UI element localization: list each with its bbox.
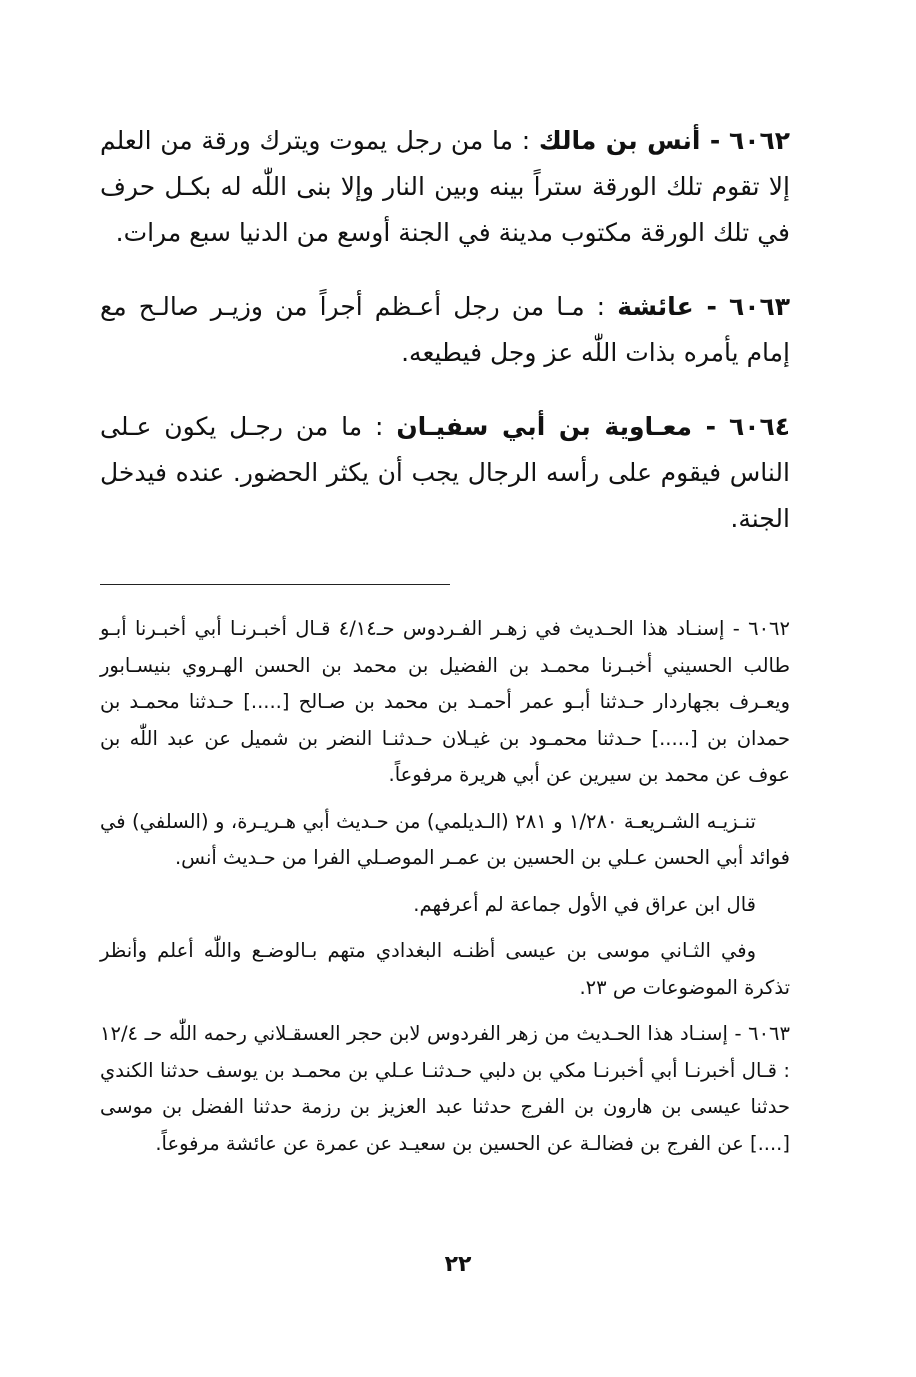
hadith-text: : ما من رجـل يكون عـلى الناس فيقوم على رأسه الرجال يجب أن يكثر الحضور. عنده فيدخل الجنة.: [100, 412, 790, 533]
footnote-second-narrator: وفي الثـاني موسى بن عيسى أظنـه البغدادي متهم بـالوضـع واللّٰه أعلم وأنظر تذكرة الموضوعات ص ٢٣.: [100, 939, 790, 999]
entry-number: ٦٠٦٤: [728, 412, 790, 441]
entry-number: ٦٠٦٢: [728, 126, 791, 155]
narrator-name-text: أنس بن مالك: [538, 126, 701, 155]
footnote-divider: [100, 584, 450, 585]
narrator-name: - أنس بن مالك: [538, 126, 721, 155]
narrator-name: - معـاوية بن أبي سفيـان: [396, 412, 717, 441]
narrator-name-text: عائشة: [617, 292, 694, 321]
page-number: ٢٢: [444, 1252, 472, 1277]
entry-number: ٦٠٦٣: [728, 292, 790, 321]
hadith-entry-6062: [100, 118, 790, 256]
hadith-entry-6063: [100, 284, 790, 376]
page-content: [100, 118, 790, 1318]
narrator-name-text: معـاوية بن أبي سفيـان: [396, 412, 693, 441]
footnote-6062-isnad: ٦٠٦٢ - إسنـاد هذا الحـديث في زهـر الفـردوس حـ٤/١٤ قـال أخبـرنـا أبي أخبـرنا أبـو طالب الحسيني أخبـرنا محمـد بن الفضيل بن محمد بن الحسن الهـروي بنيسـابور ويعـرف بجهاردار حـدثنا أبـو عمر أحمـد بن محمد بن صـالح [.....] حـدثنا محمـد بن حمدان بن [.....] حـدثنا محمـود بن غيـلان حـدثنـا النضر بن شميل عن عبد اللّٰه بن عوف عن محمد بن سيرين عن أبي هريرة مرفوعاً.: [100, 617, 791, 786]
footnote-6063-isnad: ٦٠٦٣ - إسنـاد هذا الحـديث من زهر الفردوس لابن حجر العسقـلاني رحمه اللّٰه حـ ١٢/٤ : قـال أخبرنـا أبي أخبرنـا مكي بن دلبي حـدثنـا عـلي بن محمـد بن يوسف حدثنا الكندي حدثنا عيسى بن هارون بن الفرج حدثنا عبد العزيز بن رزمة حدثنا الفضل بن موسى [....] عن الفرج بن فضالـة عن الحسين بن سعيـد عن عمرة عن عائشة مرفوعاً.: [100, 1022, 790, 1155]
hadith-entry-6064: [100, 404, 790, 542]
narrator-name: - عائشة: [617, 292, 717, 321]
hadith-text: : مـا من رجل أعـظم أجراً من وزيـر صالـح مع إمام يأمره بذات اللّٰه عز وجل فيطيعه.: [100, 292, 790, 367]
hadith-text: : ما من رجل يموت ويترك ورقة من العلم إلا تقوم تلك الورقة ستراً بينه وبين النار وإلا بنى اللّٰه له بكـل حرف في تلك الورقة مكتوب مدينة في الجنة أوسع من الدنيا سبع مرات.: [100, 126, 790, 247]
footnote-ibn-iraq: قال ابن عراق في الأول جماعة لم أعرفهم.: [413, 892, 756, 916]
footnote-tanzih: تنـزيـه الشـريعـة ١/٢٨٠ و ٢٨١ (الـديلمي) من حـديث أبي هـريـرة، و (السلفي) في فوائد أبي الحسن عـلي بن الحسين بن عمـر الموصـلي الفرا من حـديث أنس.: [100, 809, 790, 869]
